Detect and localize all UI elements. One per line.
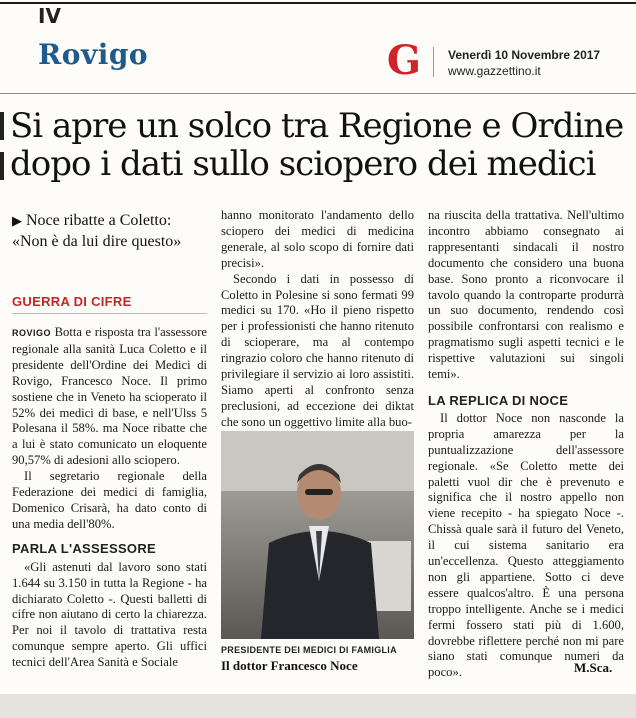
gazzettino-logo: G — [386, 37, 422, 84]
subheadline — [12, 210, 207, 252]
paragraph-text: Botta e risposta tra l'assessore regionale alla sanità Luca Coletto e il presidente dell'Ordine dei Medici di Rovigo, Francesco Noce. Il primo sostiene che in Veneto ha scioperato il 52% dei medici di base, e nell'Ulss 5 Polesana il 58%. ma Noce ribatte che a lui è stato comunicato un eloquente 90,57% di adesioni allo sciopero. — [12, 325, 207, 468]
section-heading-replica: LA REPLICA DI NOCE — [428, 392, 569, 408]
margin-bar — [0, 112, 4, 140]
next-article-strip — [0, 694, 636, 718]
paragraph: Secondo i dati in possesso di Coletto in Polesine si sono fermati 99 medici su 170. «Ho il pieno rispetto per i professionisti che hanno ritenuto di scioperare, ma al contempo ringrazio coloro che hanno ritenuto di privilegiare il servizio ai loro assistiti. Siamo aperti al confronto senza preclusioni, ad eccezione dei diktat che sono un oggettivo limite alla buo- — [221, 271, 414, 429]
website[interactable]: www.gazzettino.it — [448, 64, 541, 78]
paragraph — [12, 325, 207, 469]
header-rule — [0, 93, 636, 94]
paragraph: Il dottor Noce non nasconde la propria amarezza per la puntualizzazione dell'assessore regionale. «Se Coletto mette dei paletti vuol dir che è prevenuto e significa che il nostro appello non viene recepito - ha spiegato Noce -. Chissà quale sarà il futuro del Veneto, il cui sistema sanitario era un'eccellenza. Questo atteggiamento non gli appartiene. Sotto ci deve essere qualcos'altro. È una persona troppo intelligente. Anche se i medici fermi fossero stati più di 1.600, dovrebbe riflettere perché non mi pare siano stati comunque numeri da poco». — [428, 410, 624, 680]
paragraph: Il segretario regionale della Federazione dei medici di famiglia, Domenico Crisarà, ha dato conto di una media dell'80%. — [12, 469, 207, 531]
page-number: IV — [38, 4, 61, 28]
edition-title: Rovigo — [38, 38, 149, 71]
section-heading-assessore: PARLA L'ASSESSORE — [12, 540, 156, 556]
article-column-2 — [221, 208, 414, 431]
top-rule — [0, 2, 636, 4]
headline-line: Si apre un solco tra Regione e Ordine — [10, 106, 624, 146]
headline — [10, 107, 630, 183]
margin-bar — [0, 152, 4, 180]
dateline: ROVIGO — [12, 328, 52, 338]
author-signature: M.Sca. — [574, 660, 613, 675]
arrow-icon: ▶ — [12, 213, 22, 228]
section-rule — [12, 313, 207, 314]
portrait-illustration — [221, 431, 414, 639]
portrait-photo — [221, 431, 414, 639]
paragraph: «Gli astenuti dal lavoro sono stati 1.644 su 3.150 in tutta la Regione - ha dichiarato Coletto -. Questi balletti di cifre non aiutano di certo la chiarezza. Per noi il tavolo di trattativa resta comunque sempre aperto. Gli uffici tecnici dell'Area Sanità e Sociale — [12, 559, 207, 670]
article-column-3 — [428, 208, 624, 681]
article-column-1 — [12, 325, 207, 671]
headline-line: dopo i dati sullo sciopero dei medici — [10, 144, 596, 184]
issue-date: Venerdì 10 Novembre 2017 — [448, 48, 601, 62]
paragraph: na riuscita della trattativa. Nell'ultimo incontro abbiamo consegnato ai rappresentanti sindacali il nostro documento che considero una buona base. Sono pronto a riconvocare il tavolo quando la controparte produrrà un suo documento, rendendo così possibile confrontarsi con realismo e pragmatismo sugli aspetti tecnici e le rispettive valutazioni sui singoli temi». — [428, 208, 624, 382]
subheadline-text: Noce ribatte a Coletto: «Non è da lui dire questo» — [12, 212, 182, 250]
header-divider — [433, 47, 434, 77]
photo-caption-head: PRESIDENTE DEI MEDICI DI FAMIGLIA — [221, 645, 397, 655]
section-heading-guerra: GUERRA DI CIFRE — [12, 294, 132, 309]
photo-caption: Il dottor Francesco Noce — [221, 658, 358, 673]
paragraph: hanno monitorato l'andamento dello sciopero dei medici di medicina generale, al solo scopo di fornire dati precisi». — [221, 208, 414, 270]
